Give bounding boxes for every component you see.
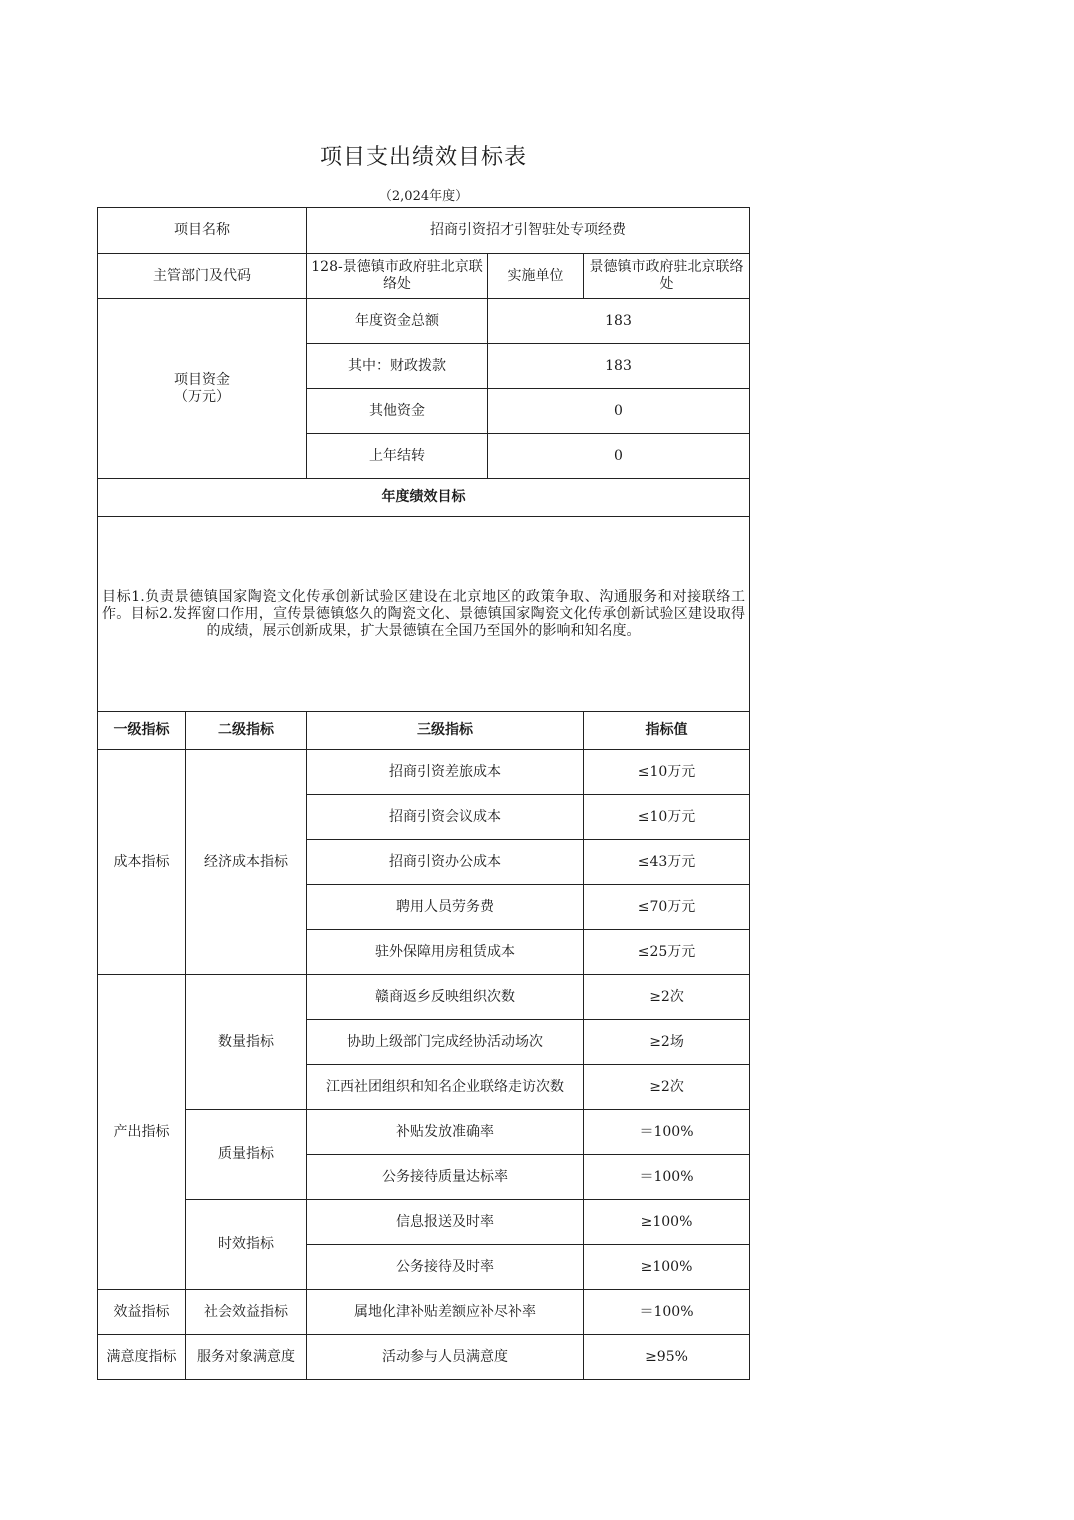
- indicator-value: ≥100%: [584, 1200, 750, 1245]
- indicator-name: 属地化津补贴差额应补尽补率: [307, 1290, 584, 1335]
- performance-table: [97, 207, 750, 1380]
- funds-row-value: 183: [488, 299, 750, 344]
- page-title: 项目支出绩效目标表: [319, 145, 527, 170]
- cost-level1: 成本指标: [98, 750, 186, 975]
- indicator-name: 招商引资办公成本: [307, 840, 584, 885]
- indicator-name: 公务接待及时率: [307, 1245, 584, 1290]
- funds-row-label: 上年结转: [307, 434, 488, 479]
- annual-goal-cell: [98, 517, 750, 712]
- indicator-value: ≤70万元: [584, 885, 750, 930]
- indicator-name: 活动参与人员满意度: [307, 1335, 584, 1380]
- funds-label: 项目资金: [174, 371, 230, 388]
- quantity-level2: 数量指标: [186, 975, 307, 1110]
- indicator-value: ＝100%: [584, 1290, 750, 1335]
- indicator-name: 驻外保障用房租赁成本: [307, 930, 584, 975]
- funds-row-label: 其他资金: [307, 389, 488, 434]
- funds-row-label: 其中：财政拨款: [307, 344, 488, 389]
- indicator-value: ≥2次: [584, 1065, 750, 1110]
- funds-row-value: 0: [488, 389, 750, 434]
- satisfaction-level2: 服务对象满意度: [186, 1335, 307, 1380]
- indicator-value: ≤43万元: [584, 840, 750, 885]
- benefit-level2: 社会效益指标: [186, 1290, 307, 1335]
- indicator-value: ＝100%: [584, 1155, 750, 1200]
- project-name-label: 项目名称: [98, 208, 307, 254]
- funds-label-cell: [98, 299, 307, 479]
- cost-level2: 经济成本指标: [186, 750, 307, 975]
- indicator-name: 赣商返乡反映组织次数: [307, 975, 584, 1020]
- funds-row-value: 183: [488, 344, 750, 389]
- indicator-name: 补贴发放准确率: [307, 1110, 584, 1155]
- dept-value: 128-景德镇市政府驻北京联络处: [307, 254, 488, 299]
- dept-label: 主管部门及代码: [98, 254, 307, 299]
- header-value: 指标值: [584, 712, 750, 750]
- timeliness-level2: 时效指标: [186, 1200, 307, 1290]
- indicator-value: ≥100%: [584, 1245, 750, 1290]
- indicator-name: 招商引资差旅成本: [307, 750, 584, 795]
- indicator-value: ≤10万元: [584, 795, 750, 840]
- indicator-name: 信息报送及时率: [307, 1200, 584, 1245]
- header-level2: 二级指标: [186, 712, 307, 750]
- year-label: （2,024年度）: [378, 189, 469, 204]
- annual-goal-text: 目标1.负责景德镇国家陶瓷文化传承创新试验区建设在北京地区的政策争取、沟通服务和对接联络工作。目标2.发挥窗口作用，宣传景德镇悠久的陶瓷文化、景德镇国家陶瓷文化传承创新试验区建设取得的成绩，展示创新成果，扩大景德镇在全国乃至国外的影响和知名度。: [102, 588, 746, 639]
- indicator-name: 聘用人员劳务费: [307, 885, 584, 930]
- indicator-name: 公务接待质量达标率: [307, 1155, 584, 1200]
- annual-goal-heading: 年度绩效目标: [98, 479, 750, 517]
- satisfaction-level1: 满意度指标: [98, 1335, 186, 1380]
- project-name-value: 招商引资招才引智驻处专项经费: [307, 208, 750, 254]
- quality-level2: 质量指标: [186, 1110, 307, 1200]
- funds-row-value: 0: [488, 434, 750, 479]
- indicator-value: ＝100%: [584, 1110, 750, 1155]
- indicator-value: ≤25万元: [584, 930, 750, 975]
- header-level3: 三级指标: [307, 712, 584, 750]
- indicator-value: ≤10万元: [584, 750, 750, 795]
- benefit-level1: 效益指标: [98, 1290, 186, 1335]
- header-level1: 一级指标: [98, 712, 186, 750]
- indicator-value: ≥2次: [584, 975, 750, 1020]
- indicator-name: 招商引资会议成本: [307, 795, 584, 840]
- indicator-value: ≥2场: [584, 1020, 750, 1065]
- funds-row-label: 年度资金总额: [307, 299, 488, 344]
- funds-unit: （万元）: [174, 388, 230, 405]
- impl-unit-label: 实施单位: [488, 254, 584, 299]
- indicator-value: ≥95%: [584, 1335, 750, 1380]
- indicator-name: 协助上级部门完成经协活动场次: [307, 1020, 584, 1065]
- indicator-name: 江西社团组织和知名企业联络走访次数: [307, 1065, 584, 1110]
- output-level1: 产出指标: [98, 975, 186, 1290]
- impl-unit-value: 景德镇市政府驻北京联络处: [584, 254, 750, 299]
